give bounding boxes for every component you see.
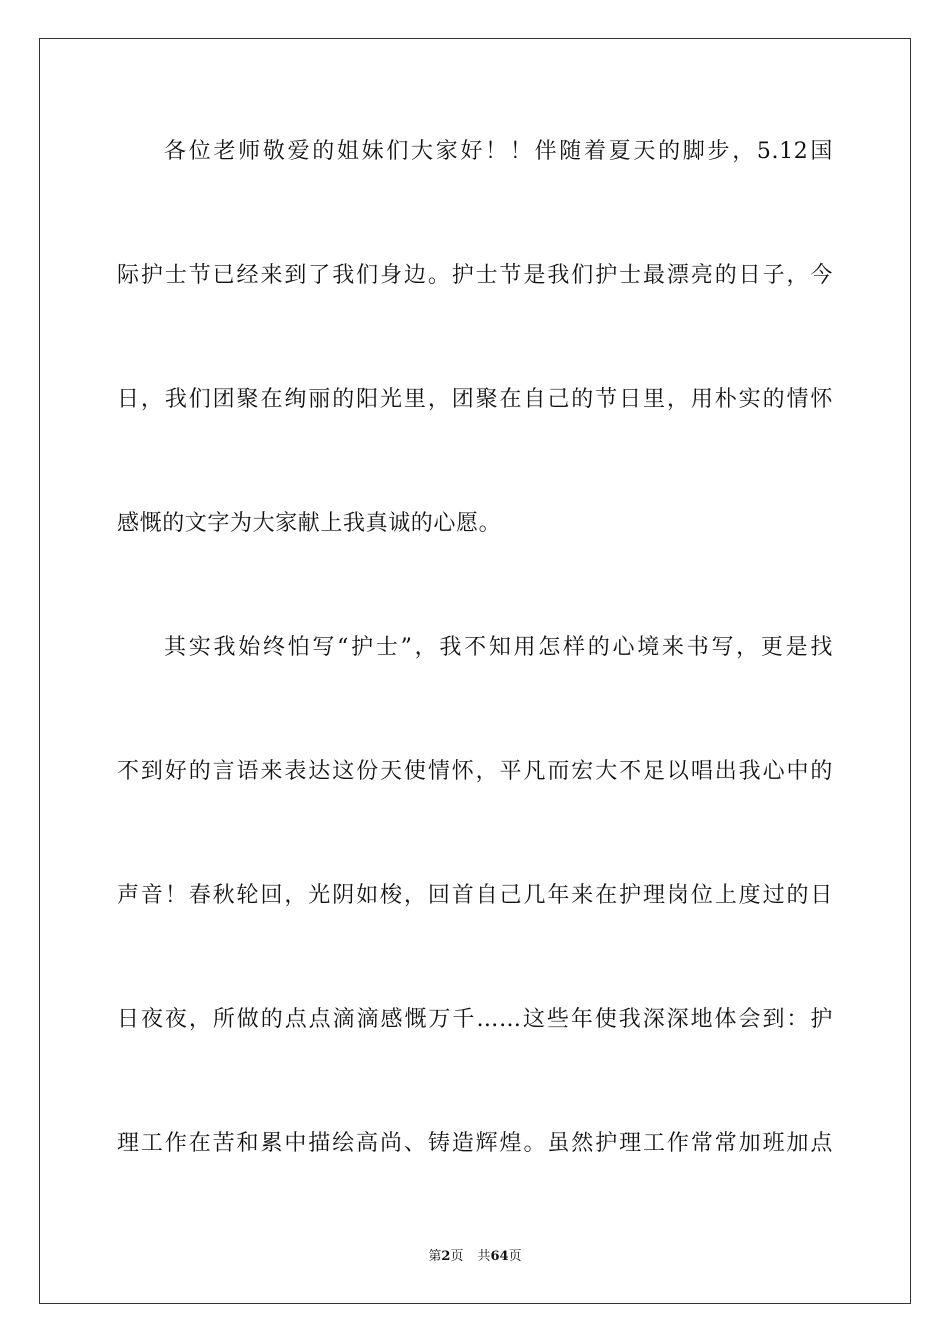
total-prefix: 共 [477,1249,491,1264]
page-footer [0,1248,950,1266]
paragraph-1-line-4: 感慨的文字为大家献上我真诚的心愿。 [117,511,502,536]
paragraph-2-line-1: 其实我始终怕写“护士”，我不知用怎样的心境来书写，更是找 [164,635,833,660]
page-border [39,38,911,1304]
paragraph-1-line-2: 际护士节已经来到了我们身边。护士节是我们护士最漂亮的日子，今 [117,263,833,288]
total-suffix: 页 [508,1249,522,1264]
page-number: 2 [441,1249,451,1264]
paragraph-2-line-2: 不到好的言语来表达这份天使情怀，平凡而宏大不足以唱出我心中的 [117,759,833,784]
page-prefix: 第 [428,1249,442,1264]
paragraph-2-line-4: 日夜夜，所做的点点滴滴感慨万千……这些年使我深深地体会到：护 [117,1007,833,1032]
paragraph-2-line-3: 声音！春秋轮回，光阴如梭，回首自己几年来在护理岗位上度过的日 [117,883,833,908]
paragraph-1-line-3: 日，我们团聚在绚丽的阳光里，团聚在自己的节日里，用朴实的情怀 [117,387,833,412]
paragraph-1-line-1: 各位老师敬爱的姐妹们大家好！！伴随着夏天的脚步，5.12国 [164,139,833,164]
total-pages: 64 [490,1249,509,1264]
paragraph-2-line-5: 理工作在苦和累中描绘高尚、铸造辉煌。虽然护理工作常常加班加点 [117,1131,833,1156]
page-suffix: 页 [450,1249,464,1264]
